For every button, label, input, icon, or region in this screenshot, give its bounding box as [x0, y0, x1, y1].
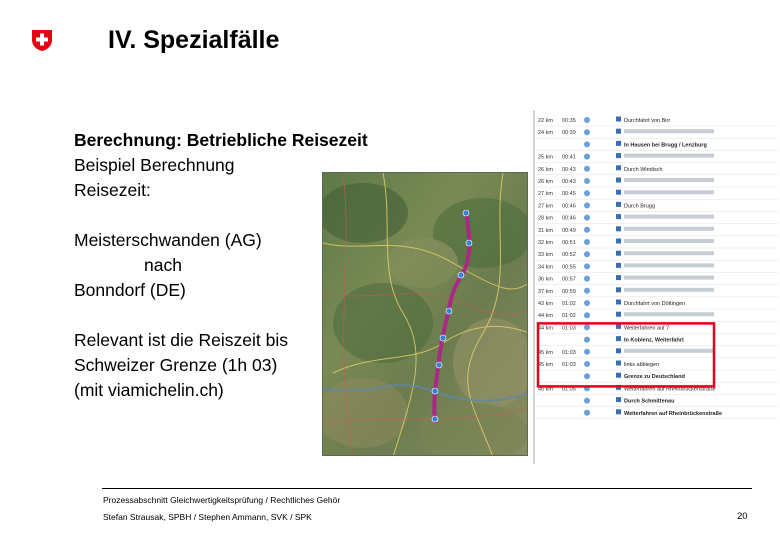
turn-icon: [616, 117, 621, 122]
row-time: 01:02: [562, 301, 576, 307]
row-time: 01:05: [562, 386, 576, 393]
row-time: 00:41: [562, 154, 576, 161]
row-instruction-placeholder: [624, 288, 714, 292]
section-heading: Berechnung: Betriebliche Reisezeit: [74, 130, 368, 150]
turn-icon: [616, 348, 621, 353]
row-instruction-placeholder: [624, 129, 714, 133]
route-from: Meisterschwanden (AG): [74, 230, 262, 250]
turn-icon: [616, 251, 621, 256]
route-via: nach: [144, 255, 182, 275]
satellite-route-map: [322, 172, 528, 456]
step-marker-icon: [584, 410, 590, 416]
step-marker-icon: [584, 373, 590, 379]
footer-authors: Stefan Strausak, SPBH / Stephen Ammann, SVK / SPK: [103, 512, 312, 522]
row-km: 33 km: [538, 252, 553, 259]
page-title: IV. Spezialfälle: [108, 26, 280, 54]
row-km: 34 km: [538, 264, 553, 271]
turn-icon: [616, 165, 621, 170]
row-instruction-placeholder: [624, 349, 714, 353]
step-marker-icon: [584, 300, 590, 306]
page-number: 20: [737, 511, 748, 522]
row-km: 45 km: [538, 362, 553, 368]
row-time: 00:49: [562, 227, 576, 234]
row-km: 26 km: [538, 179, 553, 185]
row-instruction-placeholder: [624, 312, 714, 316]
step-marker-icon: [584, 129, 590, 135]
row-time: 00:39: [562, 130, 576, 137]
row-instruction-placeholder: [624, 227, 714, 231]
turn-icon: [616, 178, 621, 183]
step-marker-icon: [584, 398, 590, 404]
turn-icon: [616, 214, 621, 219]
row-km: 44 km: [538, 313, 553, 320]
step-marker-icon: [584, 154, 590, 160]
step-marker-icon: [584, 141, 590, 147]
route-instructions-list: [532, 110, 778, 464]
turn-icon: [616, 312, 621, 317]
turn-icon: [616, 226, 621, 231]
turn-icon: [616, 373, 621, 378]
swiss-cross-logo: [30, 28, 54, 52]
row-time: 00:43: [562, 166, 576, 173]
row-time: 00:43: [562, 179, 576, 185]
row-km: 44 km: [538, 325, 553, 332]
row-km: 45 km: [538, 349, 553, 356]
body-line: Beispiel Berechnung: [74, 155, 235, 175]
row-instruction: Durch Brugg: [624, 203, 655, 210]
row-instruction-placeholder: [624, 215, 714, 219]
row-time: 00:52: [562, 252, 576, 259]
turn-icon: [616, 361, 621, 366]
turn-icon: [616, 397, 621, 402]
row-km: 27 km: [538, 191, 553, 198]
turn-icon: [616, 409, 621, 414]
step-marker-icon: [584, 239, 590, 245]
note-line: Relevant ist die Reiszeit bis: [74, 330, 288, 350]
row-instruction: Durchfahrt von Birr: [624, 118, 671, 124]
step-marker-icon: [584, 166, 590, 172]
row-instruction: links abbiegen: [624, 362, 660, 368]
turn-icon: [616, 287, 621, 292]
row-km: 25 km: [538, 154, 553, 161]
row-instruction: Durch Schmittenau: [624, 398, 675, 405]
row-time: 00:46: [562, 215, 576, 222]
row-km: 31 km: [538, 227, 553, 234]
row-time: 00:35: [562, 118, 576, 124]
row-km: 46 km: [538, 386, 553, 393]
row-instruction: Grenze zu Deutschland: [624, 374, 685, 381]
turn-icon: [616, 300, 621, 305]
row-instruction: Weiterfahren auf 7: [624, 325, 670, 332]
row-time: 01:03: [562, 362, 576, 368]
turn-icon: [616, 263, 621, 268]
route-to: Bonndorf (DE): [74, 280, 186, 300]
step-marker-icon: [584, 324, 590, 330]
note-line: (mit viamichelin.ch): [74, 380, 224, 400]
route-instructions-panel: [532, 110, 778, 464]
turn-icon: [616, 275, 621, 280]
footer-divider: [102, 488, 752, 489]
row-time: 01:03: [562, 349, 576, 356]
row-instruction-placeholder: [624, 239, 714, 243]
row-km: 22 km: [538, 118, 553, 124]
row-km: 28 km: [538, 215, 553, 222]
note-line: Schweizer Grenze (1h 03): [74, 355, 278, 375]
footer-process: Prozessabschnitt Gleichwertigkeitsprüfung / Rechtliches Gehör: [103, 495, 341, 505]
body-line: Reisezeit:: [74, 180, 151, 200]
row-time: 00:51: [562, 240, 576, 246]
row-time: 00:59: [562, 288, 576, 295]
row-time: 01:03: [562, 325, 576, 332]
turn-icon: [616, 141, 621, 146]
step-marker-icon: [584, 337, 590, 343]
step-marker-icon: [584, 288, 590, 294]
step-marker-icon: [584, 361, 590, 367]
row-instruction-placeholder: [624, 251, 714, 255]
row-time: 01:02: [562, 313, 576, 320]
row-instruction: Weiterfahren auf Rheinbrückenstraße: [624, 386, 716, 393]
row-km: 43 km: [538, 301, 553, 307]
step-marker-icon: [584, 227, 590, 233]
row-km: 36 km: [538, 276, 553, 283]
row-instruction: In Koblenz, Weiterfahrt: [624, 337, 684, 344]
row-instruction: Durchfahrt von Döttingen: [624, 301, 686, 307]
step-marker-icon: [584, 349, 590, 355]
row-instruction: Durch Windisch: [624, 166, 663, 173]
row-km: 27 km: [538, 203, 553, 210]
row-instruction: In Hausen bei Brugg / Lenzburg: [624, 142, 707, 149]
row-km: 24 km: [538, 130, 553, 137]
step-marker-icon: [584, 117, 590, 123]
row-instruction-placeholder: [624, 276, 714, 280]
turn-icon: [616, 202, 621, 207]
row-km: 37 km: [538, 288, 553, 295]
row-instruction: Weiterfahren auf Rheinbrückenstraße: [624, 410, 723, 417]
row-instruction-placeholder: [624, 154, 714, 158]
row-time: 00:57: [562, 276, 576, 283]
step-marker-icon: [584, 263, 590, 269]
step-marker-icon: [584, 312, 590, 318]
turn-icon: [616, 129, 621, 134]
turn-icon: [616, 190, 621, 195]
body-text: [74, 128, 368, 403]
step-marker-icon: [584, 276, 590, 282]
row-km: 26 km: [538, 166, 553, 173]
row-instruction-placeholder: [624, 263, 714, 267]
turn-icon: [616, 239, 621, 244]
turn-icon: [616, 336, 621, 341]
row-instruction-placeholder: [624, 178, 714, 182]
step-marker-icon: [584, 215, 590, 221]
step-marker-icon: [584, 202, 590, 208]
step-marker-icon: [584, 190, 590, 196]
step-marker-icon: [584, 251, 590, 257]
step-marker-icon: [584, 178, 590, 184]
turn-icon: [616, 153, 621, 158]
row-time: 00:45: [562, 191, 576, 198]
row-km: 32 km: [538, 240, 553, 246]
row-time: 00:46: [562, 203, 576, 210]
row-time: 00:55: [562, 264, 576, 271]
row-instruction-placeholder: [624, 190, 714, 194]
